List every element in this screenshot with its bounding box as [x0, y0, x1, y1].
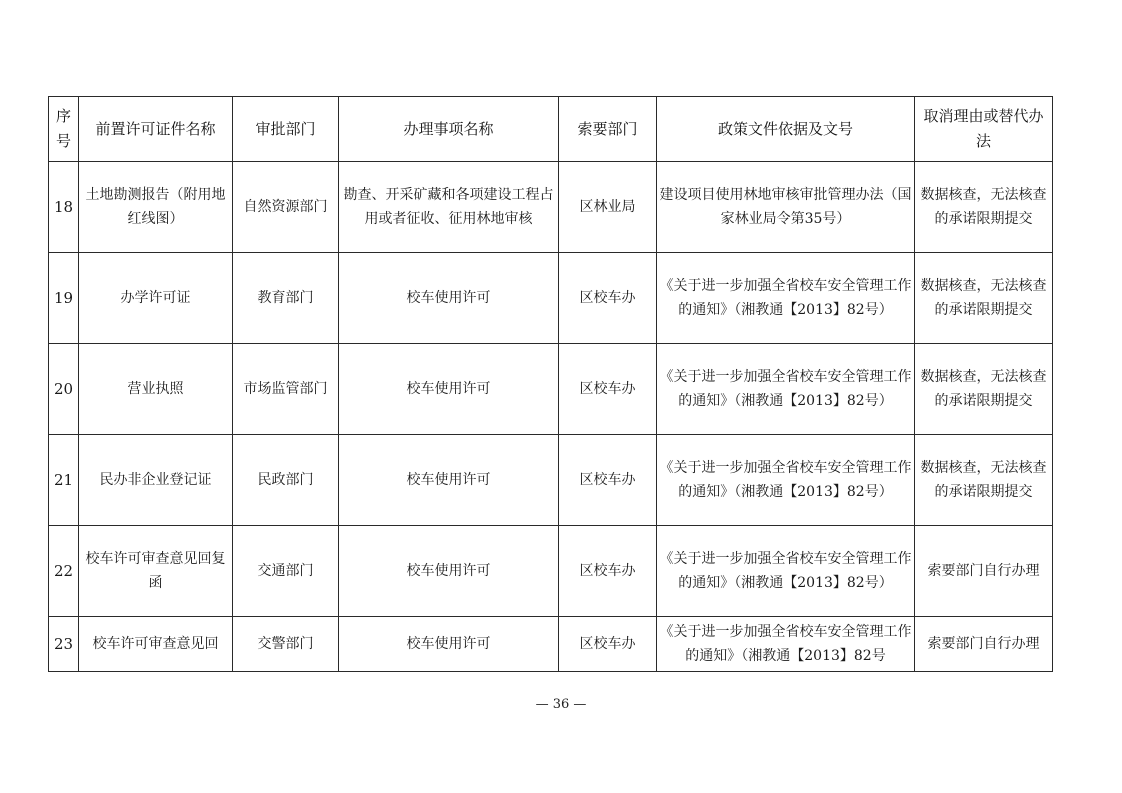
table-row — [49, 162, 1053, 253]
cell-permit-name: 营业执照 — [79, 344, 233, 435]
header-request-dept: 索要部门 — [559, 97, 657, 162]
header-cancel-reason: 取消理由或替代办法 — [915, 97, 1053, 162]
cell-seq: 19 — [49, 253, 79, 344]
cell-request-dept: 区校车办 — [559, 344, 657, 435]
cell-seq: 20 — [49, 344, 79, 435]
cell-matter-name: 校车使用许可 — [339, 344, 559, 435]
table-header-row — [49, 97, 1053, 162]
cell-cancel-reason: 数据核查，无法核查的承诺限期提交 — [915, 435, 1053, 526]
cell-policy-basis: 《关于进一步加强全省校车安全管理工作的通知》（湘教通【2013】82号） — [657, 526, 915, 617]
cell-permit-name: 校车许可审查意见回 — [79, 617, 233, 672]
cell-policy-basis: 建设项目使用林地审核审批管理办法（国家林业局令第35号） — [657, 162, 915, 253]
header-approval-dept: 审批部门 — [233, 97, 339, 162]
cell-cancel-reason: 索要部门自行办理 — [915, 617, 1053, 672]
table-row — [49, 253, 1053, 344]
cell-seq: 22 — [49, 526, 79, 617]
cell-matter-name: 勘查、开采矿藏和各项建设工程占用或者征收、征用林地审核 — [339, 162, 559, 253]
cell-matter-name: 校车使用许可 — [339, 253, 559, 344]
cell-policy-basis: 《关于进一步加强全省校车安全管理工作的通知》（湘教通【2013】82号） — [657, 344, 915, 435]
cell-seq: 23 — [49, 617, 79, 672]
table-row — [49, 435, 1053, 526]
table-row — [49, 344, 1053, 435]
table-row — [49, 617, 1053, 672]
cell-cancel-reason: 数据核查，无法核查的承诺限期提交 — [915, 162, 1053, 253]
cell-cancel-reason: 数据核查，无法核查的承诺限期提交 — [915, 344, 1053, 435]
cell-approval-dept: 自然资源部门 — [233, 162, 339, 253]
cell-matter-name: 校车使用许可 — [339, 526, 559, 617]
cell-matter-name: 校车使用许可 — [339, 435, 559, 526]
page-number: — 36 — — [535, 697, 587, 712]
cell-request-dept: 区校车办 — [559, 526, 657, 617]
cell-permit-name: 民办非企业登记证 — [79, 435, 233, 526]
header-policy-basis: 政策文件依据及文号 — [657, 97, 915, 162]
cell-permit-name: 办学许可证 — [79, 253, 233, 344]
table-row — [49, 526, 1053, 617]
cell-cancel-reason: 数据核查，无法核查的承诺限期提交 — [915, 253, 1053, 344]
cell-permit-name: 土地勘测报告（附用地红线图） — [79, 162, 233, 253]
cell-approval-dept: 教育部门 — [233, 253, 339, 344]
cell-approval-dept: 交警部门 — [233, 617, 339, 672]
cell-cancel-reason: 索要部门自行办理 — [915, 526, 1053, 617]
cell-policy-basis: 《关于进一步加强全省校车安全管理工作的通知》（湘教通【2013】82号） — [657, 253, 915, 344]
header-permit-name: 前置许可证件名称 — [79, 97, 233, 162]
cell-approval-dept: 交通部门 — [233, 526, 339, 617]
cell-policy-basis: 《关于进一步加强全省校车安全管理工作的通知》（湘教通【2013】82号） — [657, 435, 915, 526]
cell-seq: 18 — [49, 162, 79, 253]
permit-table — [48, 96, 1053, 672]
cell-approval-dept: 民政部门 — [233, 435, 339, 526]
cell-request-dept: 区校车办 — [559, 617, 657, 672]
cell-request-dept: 区校车办 — [559, 253, 657, 344]
header-matter-name: 办理事项名称 — [339, 97, 559, 162]
cell-request-dept: 区校车办 — [559, 435, 657, 526]
cell-seq: 21 — [49, 435, 79, 526]
cell-policy-basis: 《关于进一步加强全省校车安全管理工作的通知》（湘教通【2013】82号 — [657, 617, 915, 672]
cell-request-dept: 区林业局 — [559, 162, 657, 253]
cell-permit-name: 校车许可审查意见回复函 — [79, 526, 233, 617]
cell-approval-dept: 市场监管部门 — [233, 344, 339, 435]
header-seq: 序号 — [49, 97, 79, 162]
cell-matter-name: 校车使用许可 — [339, 617, 559, 672]
